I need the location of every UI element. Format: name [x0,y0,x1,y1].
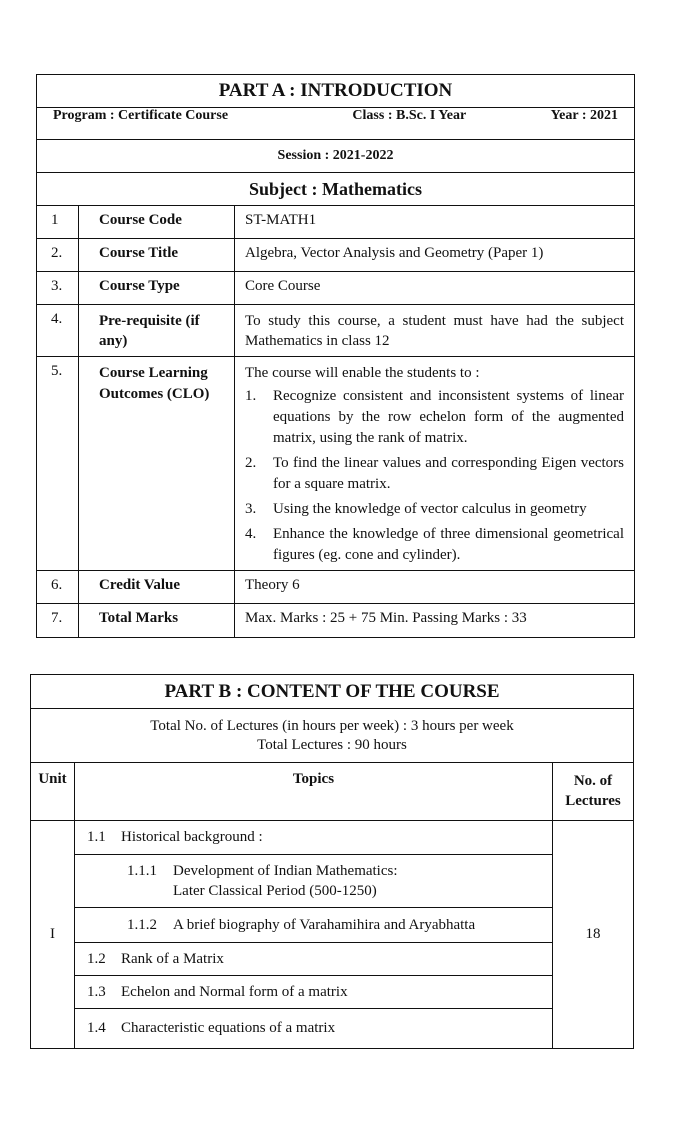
row-number: 4. [37,305,79,357]
row-label: Course Code [79,206,235,239]
topic-cell [75,855,553,908]
topic-cell [75,976,553,1009]
row-value: Core Course [235,272,635,305]
topic-number: 1.4 [87,1020,106,1036]
row-number: 6. [37,571,79,604]
table-row [37,305,635,357]
table-row [31,1009,634,1049]
unit-header: Unit [31,763,75,821]
topic-cell [75,1009,553,1049]
list-item: 4. Enhance the knowledge of three dimensional geometrical figures (eg. cone and cylinder). [245,526,625,563]
row-label: Credit Value [79,571,235,604]
table-row [31,821,634,855]
row-number: 2. [37,239,79,272]
topic-text: Rank of a Matrix [121,950,224,967]
clo-cell [235,357,635,571]
row-label: Course Type [79,272,235,305]
row-number: 5. [37,357,79,571]
lectures-header [553,763,634,821]
table-row [31,943,634,976]
table-row [37,571,635,604]
row-value: Algebra, Vector Analysis and Geometry (Paper 1) [235,239,635,272]
program-row [37,108,635,140]
topic-cell [75,821,553,855]
clo-list [245,386,624,566]
topic-cell [75,943,553,976]
lectures-per-week: Total No. of Lectures (in hours per week) : 3 hours per week [150,717,514,734]
clo-intro: The course will enable the students to : [245,365,480,381]
lectures-summary [31,709,634,763]
topic-number: 1.1.2 [127,916,157,933]
list-item: 1. Recognize consistent and inconsistent systems of linear equations by the row echelon form of the augmented matrix, using the rank of matrix. [245,388,625,446]
topic-text: A brief biography of Varahamihira and Aryabhatta [173,916,476,933]
lectures-header-line1: No. of [573,773,613,789]
lecture-count: 18 [553,821,634,1049]
table-row [37,604,635,638]
table-row [37,357,635,571]
unit-number: I [31,821,75,1049]
total-lectures: Total Lectures : 90 hours [257,736,407,753]
row-label: Course Title [79,239,235,272]
list-item: 2. To find the linear values and corresponding Eigen vectors for a square matrix. [245,455,625,492]
class-text: Class : B.Sc. I Year [352,108,467,123]
row-value: To study this course, a student must have had the subject Mathematics in class 12 [235,305,635,357]
table-row [37,272,635,305]
row-label: Course Learning Outcomes (CLO) [79,357,235,571]
session-text: Session : 2021-2022 [37,140,635,173]
row-label: Pre-requisite (if any) [79,305,235,357]
subject-text: Subject : Mathematics [37,173,635,206]
table-row [31,976,634,1009]
table-row [37,206,635,239]
lectures-header-line2: Lectures [565,793,621,809]
row-value: Theory 6 [235,571,635,604]
topic-text: Historical background : [121,829,263,845]
topics-header: Topics [75,763,553,821]
topic-text: Echelon and Normal form of a matrix [121,983,348,1000]
row-number: 3. [37,272,79,305]
table-row [31,908,634,943]
topic-number: 1.1.1 [127,863,157,879]
topic-text: Characteristic equations of a matrix [121,1020,336,1036]
row-number: 1 [37,206,79,239]
part-b-table [30,674,634,1049]
topic-text-line2: Later Classical Period (500-1250) [173,883,377,899]
part-a-title: PART A : INTRODUCTION [37,75,635,108]
topic-number: 1.3 [87,983,106,1000]
part-a-table [36,74,635,638]
topic-number: 1.2 [87,950,106,967]
topic-cell [75,908,553,943]
program-text: Program : Certificate Course [53,108,229,123]
topic-number: 1.1 [87,829,106,845]
row-value: ST-MATH1 [235,206,635,239]
topic-text: Development of Indian Mathematics: [173,863,398,879]
table-row [31,855,634,908]
row-value: Max. Marks : 25 + 75 Min. Passing Marks : 33 [235,604,635,638]
table-row [37,239,635,272]
row-label: Total Marks [79,604,235,638]
list-item: 3. Using the knowledge of vector calculus in geometry [245,501,587,517]
part-b-title: PART B : CONTENT OF THE COURSE [31,675,634,709]
year-text: Year : 2021 [550,108,618,123]
row-number: 7. [37,604,79,638]
